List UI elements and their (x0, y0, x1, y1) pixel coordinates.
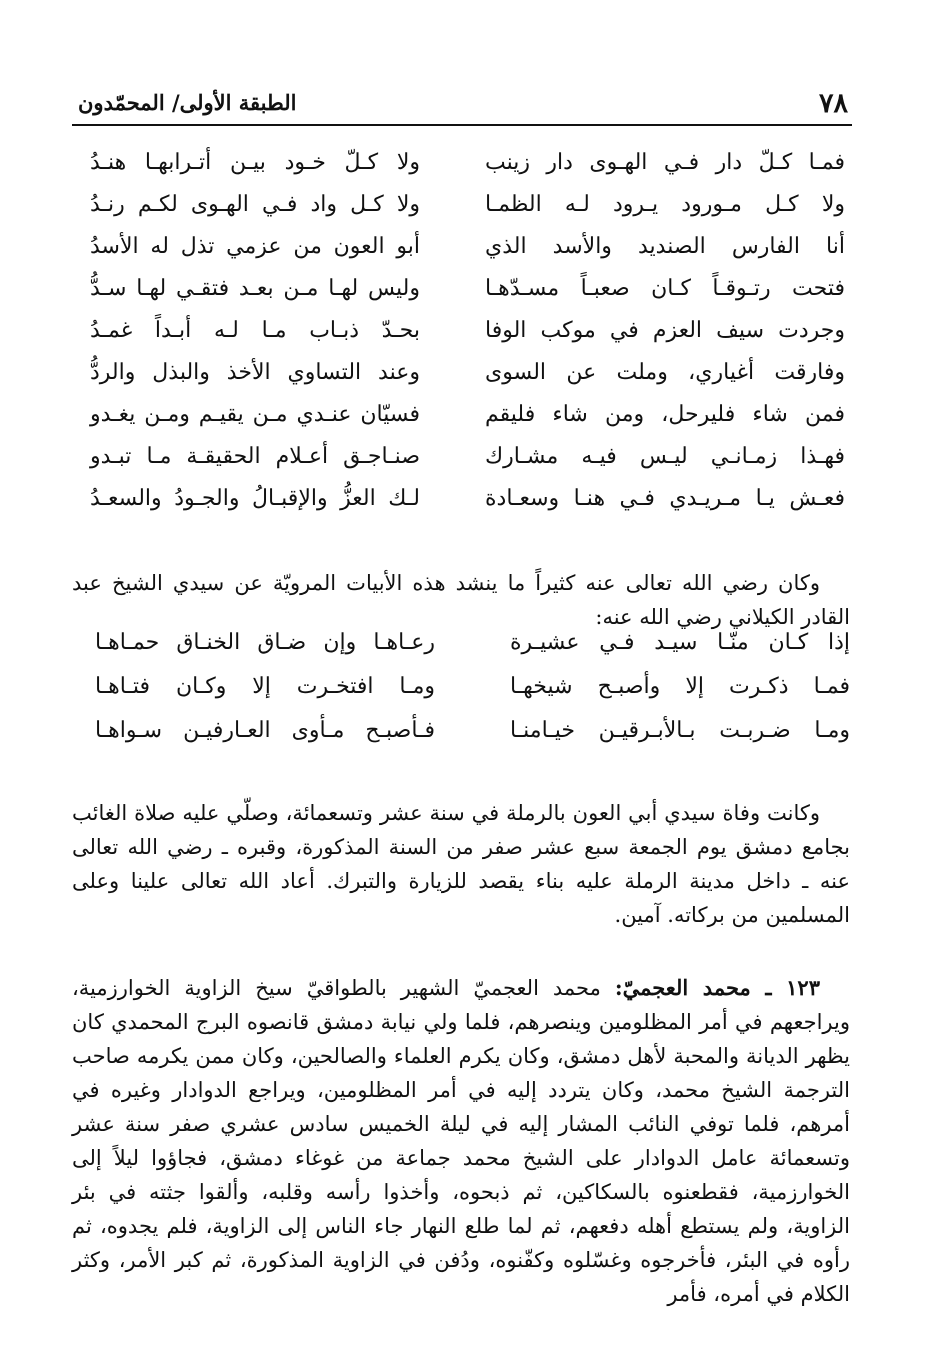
poem-1 (90, 150, 845, 528)
entry-body: محمد العجميّ الشهير بالطواقيّ سيخ الزاوية الخوارزمية، ويراجعهم في أمر المظلومين وينصرهم، فلما ولي نيابة دمشق قانصوه البرج المحمدي كان يظهر الديانة والمحبة لأهل دمشق، وكان يكرم العلماء والصالحين، وكان ممن يكرمه صاحب الترجمة الشيخ محمد، وكان يتردد إليه في أمر المظلومين، ويراجع الدوادار وغيره في أمرهم، فلما توفي النائب المشار إليه في ليلة الخميس سادس عشري صفر سنة عشر وتسعمائة عامل الدوادار على الشيخ محمد جماعة من غوغاء دمشق، فجاؤوا ليلاً إلى الخوارزمية، فقطعنوه بالسكاكين، ثم ذبحوه، وأخذوا رأسه وقلبه، وألقوا جثته في بئر الزاوية، ولم يستطع أهله دفعهم، ثم لما طلع النهار جاء الناس إلى الزاوية، فلم يجدوه، ثم رأوه في البئر، فأخرجوه وغسّلوه وكفّنوه، ودُفن في الزاوية المذكورة، ثم كبر الأمر، وكثر الكلام في أمره، فأمر (72, 976, 850, 1306)
verse (90, 444, 845, 486)
running-title: الطبقة الأولى/ المحمّدون (78, 90, 297, 115)
second-hemistich: وليس لهـا مـن بعـد فتقـي لهـا سـدُّ (90, 276, 420, 301)
verse (95, 630, 850, 674)
verse (90, 402, 845, 444)
first-hemistich: فهـذا زمـانـي ليـس فيـه مشـارك (485, 444, 845, 469)
second-hemistich: وعند التساوي الأخذ والبذل والردُّ (90, 360, 420, 385)
page-number: ٧٨ (818, 88, 848, 119)
second-hemistich: رعـاهـا وإن ضـاق الخنـاق حمـاهـا (95, 630, 435, 655)
second-hemistich: صنـاجـق أعـلام الحقيقـة مـا تبـدو (90, 444, 420, 469)
second-hemistich: بحـدّ ذبـاب مـا لـه أبـداً غمـدُ (90, 318, 420, 343)
first-hemistich: أنا الفارس الصنديد والأسد الذي (485, 234, 845, 259)
first-hemistich: فمـا ذكـرت إلا وأصبـح شيخهـا (510, 674, 850, 699)
first-hemistich: ولا كـل مـورود يـرود لـه الظمـا (485, 192, 845, 217)
poem-2 (95, 630, 850, 762)
first-hemistich: وجردت سيف العزم في موكب الوفا (485, 318, 845, 343)
biography-entry (72, 971, 850, 1311)
second-hemistich: لـك العزُّ والإقبـالُ والجـودُ والسعـدُ (90, 486, 420, 511)
paragraph-death: وكانت وفاة سيدي أبي العون بالرملة في سنة عشر وتسعمائة، وصلّي عليه صلاة الغائب بجامع دمشق يوم الجمعة سبع عشر صفر من السنة المذكورة، وقبره ـ رضي الله تعالى عنه ـ داخل مدينة الرملة عليه بناء يقصد للزيارة والتبرك. أعاد الله تعالى علينا وعلى المسلمين من بركاته. آمين. (72, 801, 850, 927)
first-hemistich: فمن شاء فليرحل، ومن شاء فليقم (485, 402, 845, 427)
header-rule (72, 124, 852, 126)
verse (95, 718, 850, 762)
second-hemistich: ولا كـل واد فـي الهـوى لكـم رنـدُ (90, 192, 420, 217)
paragraph-intro: وكان رضي الله تعالى عنه كثيراً ما ينشد هذه الأبيات المرويّة عن سيدي الشيخ عبد القادر الكيلاني رضي الله عنه: (72, 571, 850, 629)
first-hemistich: إذا كـان منّـا سيـد فـي عشيـرة (510, 630, 850, 655)
second-hemistich: فـأصبـح مـأوى العـارفيـن سـواهـا (95, 718, 435, 743)
first-hemistich: وفارقت أغياري، وملت عن السوى (485, 360, 845, 385)
verse (90, 192, 845, 234)
page-header (78, 88, 848, 120)
first-hemistich: فتحت رتـوقـاً كـان صعبـاً مسـدّهـا (485, 276, 845, 301)
verse (90, 234, 845, 276)
entry-heading: ١٢٣ ـ محمد العجميّ: (614, 975, 820, 1000)
verse (90, 318, 845, 360)
second-hemistich: ومـا افتخـرت إلا وكـان فتـاهـا (95, 674, 435, 699)
first-hemistich: فمـا كـلّ دار فـي الهـوى دار زينب (485, 150, 845, 175)
verse (90, 486, 845, 528)
verse (90, 150, 845, 192)
second-hemistich: فسيّان عنـدي مـن يقيـم ومـن يغـدو (90, 402, 420, 427)
second-hemistich: أبو العون من عزمي تذل له الأسدُ (90, 234, 420, 259)
verse (95, 674, 850, 718)
first-hemistich: ومـا ضـربـت بـالأبـرقيـن خيـامنـا (510, 718, 850, 743)
second-hemistich: ولا كـلّ خـود بيـن أتـرابهـا هنـدُ (90, 150, 420, 175)
verse (90, 276, 845, 318)
verse (90, 360, 845, 402)
first-hemistich: فعـش يـا مـريـدي فـي هنـا وسعـادة (485, 486, 845, 511)
